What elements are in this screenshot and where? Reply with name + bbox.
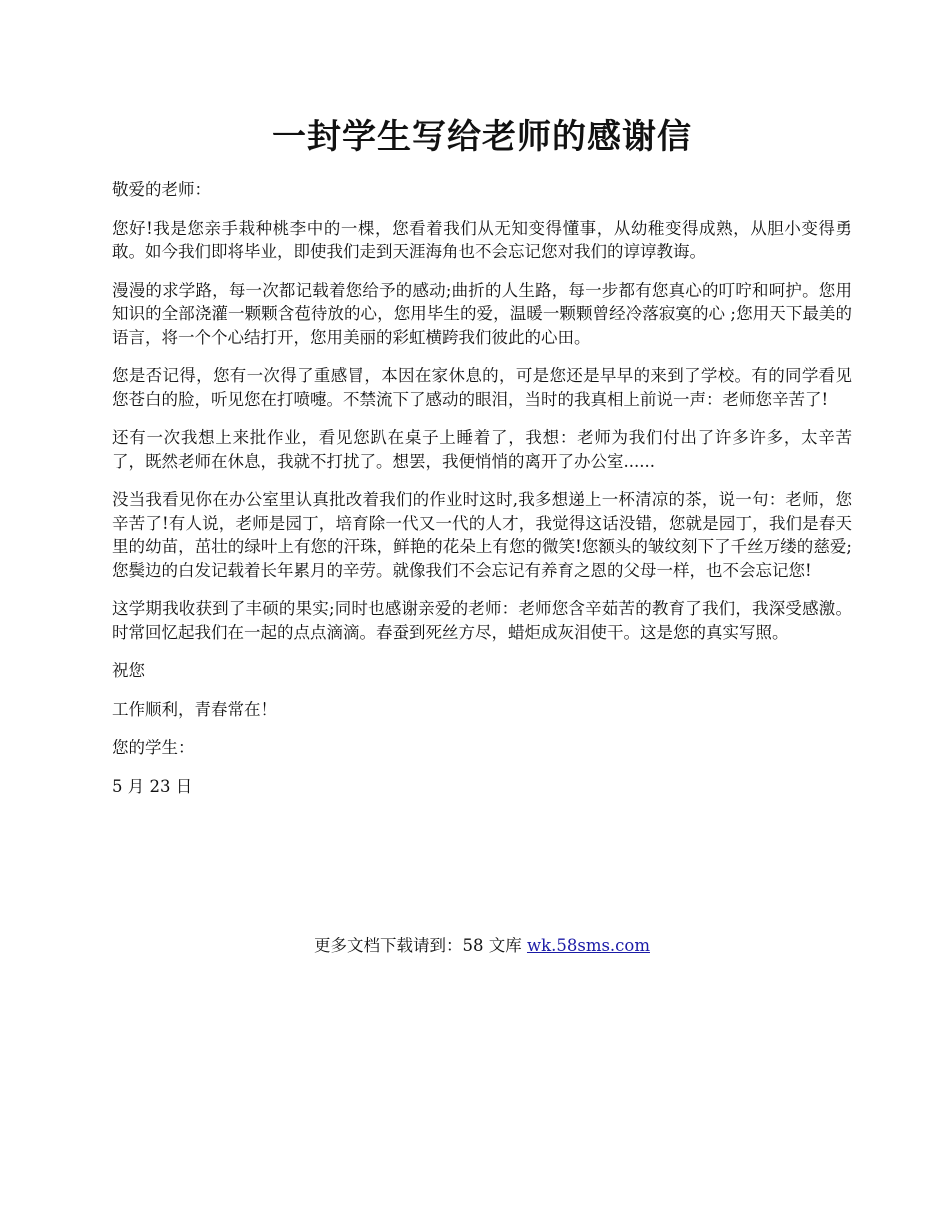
- document-title: 一封学生写给老师的感谢信: [272, 117, 692, 157]
- paragraph-cold: 您是否记得，您有一次得了重感冒，本因在家休息的，可是您还是早早的来到了学校。有的同学看见您苍白的脸，听见您在打喷嚏。不禁流下了感动的眼泪，当时的我真相上前说一声：老师您辛苦了!: [112, 366, 852, 409]
- footer-link[interactable]: wk.58sms.com: [526, 936, 650, 955]
- paragraph-homework: 还有一次我想上来批作业，看见您趴在桌子上睡着了，我想：老师为我们付出了许多许多，太辛苦了，既然老师在休息，我就不打扰了。想罢，我便悄悄的离开了办公室......: [112, 428, 852, 471]
- paragraph-journey: 漫漫的求学路，每一次都记载着您给予的感动;曲折的人生路，每一步都有您真心的叮咛和呵护。您用知识的全部浇灌一颗颗含苞待放的心，您用毕生的爱，温暖一颗颗曾经冷落寂寞的心 ;您用天下最美的语言，将一个个心结打开，您用美丽的彩虹横跨我们彼此的心田。: [112, 280, 852, 347]
- footer-text: 更多文档下载请到：58 文库: [313, 936, 527, 955]
- closing-blessing: 工作顺利，青春常在！: [112, 699, 277, 719]
- paragraph-greeting: 您好!我是您亲手栽种桃李中的一棵，您看着我们从无知变得懂事，从幼稚变得成熟，从胆小变得勇敢。如今我们即将毕业，即使我们走到天涯海角也不会忘记您对我们的谆谆教诲。: [112, 218, 852, 261]
- date: 5 月 23 日: [112, 776, 193, 796]
- paragraph-gardener: 没当我看见你在办公室里认真批改着我们的作业时这时,我多想递上一杯清凉的茶，说一句：老师，您辛苦了!有人说，老师是园丁，培育除一代又一代的人才，我觉得这话没错，您就是园丁，我们是春天里的幼苗，茁壮的绿叶上有您的汗珠，鲜艳的花朵上有您的微笑!您额头的皱纹刻下了千丝万缕的慈爱;您鬓边的白发记载着长年累月的辛劳。就像我们不会忘记有养育之恩的父母一样，也不会忘记您!: [112, 490, 852, 580]
- closing-wish: 祝您: [112, 661, 145, 680]
- letter-body: [112, 178, 852, 813]
- signature: 您的学生：: [112, 738, 195, 757]
- salutation: 敬爱的老师：: [112, 180, 211, 199]
- download-footer: [112, 934, 852, 958]
- paragraph-harvest: 这学期我收获到了丰硕的果实;同时也感谢亲爱的老师：老师您含辛茹苦的教育了我们，我深受感激。时常回忆起我们在一起的点点滴滴。春蚕到死丝方尽，蜡炬成灰泪使干。这是您的真实写照。: [112, 599, 852, 642]
